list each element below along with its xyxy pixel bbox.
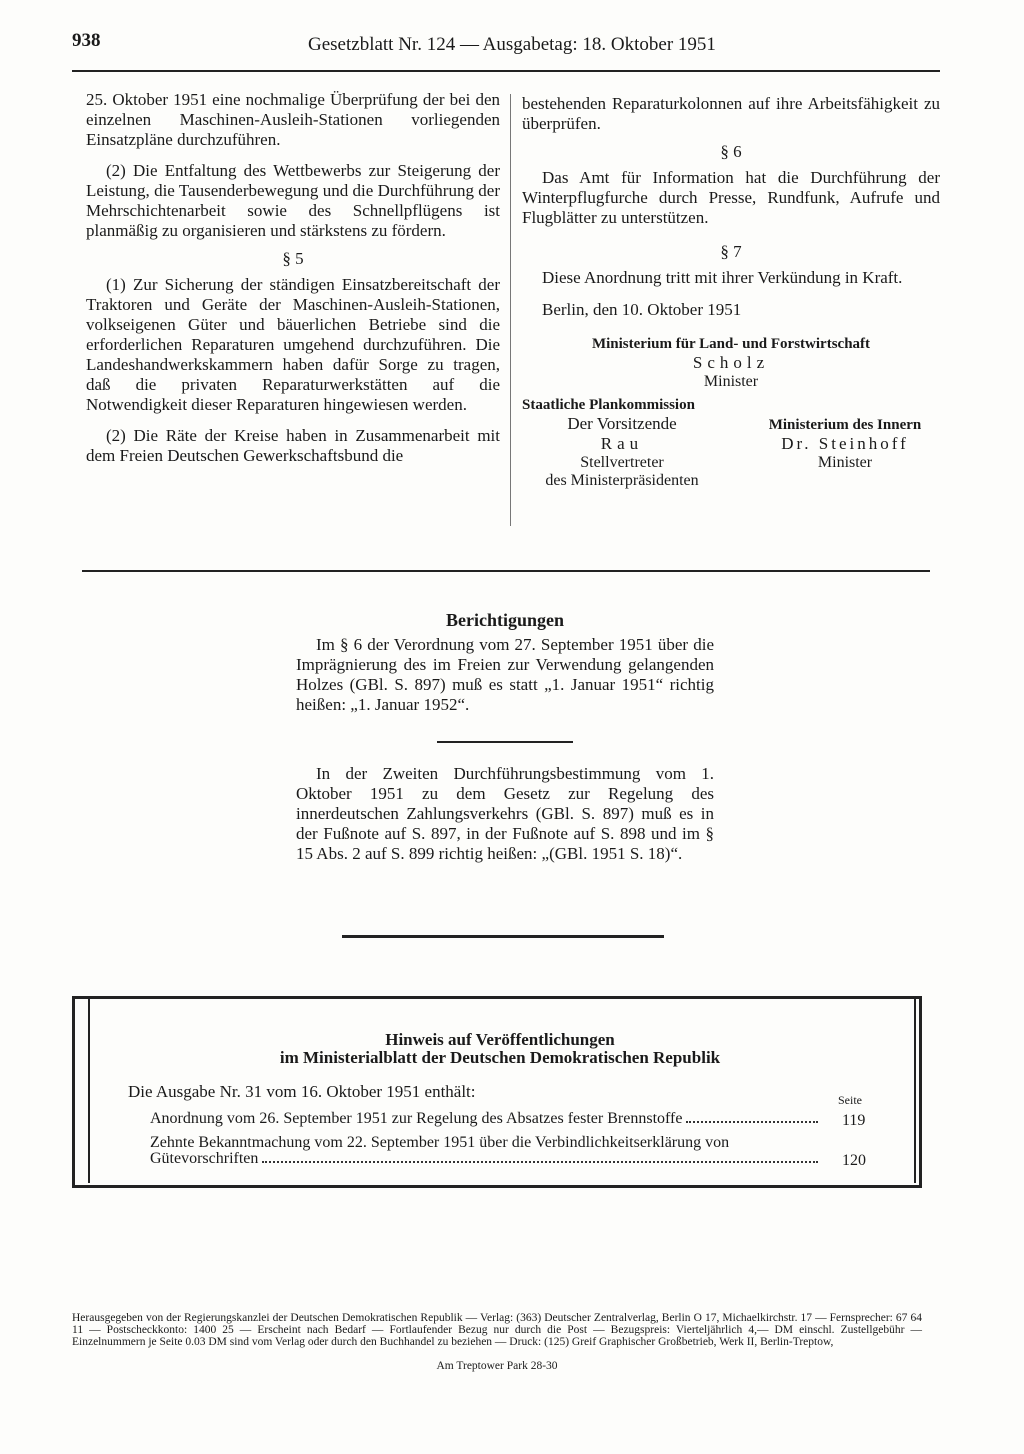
notice-intro: Die Ausgabe Nr. 31 vom 16. Oktober 1951 enthält:	[128, 1082, 476, 1101]
signature-plan-commission	[522, 397, 722, 490]
correction-1: Im § 6 der Verordnung vom 27. September 1951 über die Imprägnierung des im Freien zur Verwendung gelangenden Holzes (GBl. S. 897) muß es statt „1. Januar 1951“ richtig heißen: „1. Januar 1952“.	[296, 635, 714, 714]
page-number: 938	[72, 30, 101, 51]
correction-2: In der Zweiten Durchführungsbestimmung vom 1. Oktober 1951 zu dem Gesetz zur Regelung des innerdeutschen Zahlungsverkehrs (GBl. S. 897) muß es in der Fußnote auf S. 897, in der Fußnote auf S. 898 und im § 15 Abs. 2 auf S. 899 richtig heißen: „(GBl. 1951 S. 18)“.	[296, 764, 714, 863]
signature-ministry-interior	[750, 417, 940, 490]
plan-commission-deputy-of: des Ministerpräsidenten	[545, 472, 699, 489]
left-paragraph-1: 25. Oktober 1951 eine nochmalige Überprüfung der bei den einzelnen Maschinen-Ausleih-Stationen vorliegenden Einsatzpläne durchzuführen.	[86, 90, 500, 149]
right-paragraph-2: Das Amt für Information hat die Durchführung der Winterpflugfurche durch Presse, Rundfunk, Aufrufe und Flugblätter zu unterstützen.	[522, 168, 940, 227]
corrections-end-rule	[342, 935, 664, 938]
section-separator	[82, 570, 930, 572]
right-column	[522, 94, 940, 490]
left-paragraph-4: (2) Die Räte der Kreise haben in Zusammenarbeit mit dem Freien Deutschen Gewerkschaftsbund die	[86, 426, 500, 465]
corrections-section-2	[296, 764, 714, 864]
ministry-interior-signatory: Dr. Steinhoff	[781, 434, 909, 453]
notice-page-column-label: Seite	[838, 1093, 862, 1107]
section-7-heading: § 7	[720, 242, 742, 261]
notice-box-inner-left-rule	[88, 999, 90, 1183]
place-date: Berlin, den 10. Oktober 1951	[542, 300, 742, 319]
notice-entry-2	[150, 1150, 822, 1168]
notice-box-inner-right-rule	[914, 999, 916, 1183]
notice-entry-1	[150, 1110, 822, 1128]
left-column	[86, 90, 500, 466]
plan-commission-role: Der Vorsitzende	[567, 414, 677, 433]
ministry-agriculture-role: Minister	[703, 373, 759, 390]
left-paragraph-3: (1) Zur Sicherung der ständigen Einsatzbereitschaft der Traktoren und Geräte der Maschinen-Ausleih-Stationen, volkseigenen Güter und bäuerlichen Betriebe sind die erforderlichen Reparaturen umgehend durchzuführen. Die Landeshandwerkskammern haben dafür Sorge zu tragen, daß die privaten Reparaturwerkstätten auf die Notwendigkeit dieser Reparaturen hingewiesen werden.	[86, 275, 500, 414]
ministry-interior-role: Minister	[817, 454, 873, 471]
plan-commission-heading: Staatliche Plankommission	[522, 397, 695, 413]
signature-row	[522, 397, 940, 490]
section-5-heading: § 5	[282, 249, 304, 268]
page-header-title: Gesetzblatt Nr. 124 — Ausgabetag: 18. Oktober 1951	[308, 34, 716, 55]
corrections-title: Berichtigungen	[445, 610, 564, 630]
ministry-agriculture-heading: Ministerium für Land- und Forstwirtschaft	[591, 336, 871, 352]
notice-entry-2-line-2: Gütevorschriften	[150, 1150, 259, 1167]
signature-ministry-agriculture	[522, 336, 940, 391]
plan-commission-deputy: Stellvertreter	[580, 454, 664, 471]
notice-entry-1-text: Anordnung vom 26. September 1951 zur Regelung des Absatzes fester Brennstoffe	[150, 1110, 683, 1127]
notice-subtitle: im Ministerialblatt der Deutschen Demokratischen Republik	[279, 1048, 721, 1067]
plan-commission-signatory: Rau	[600, 434, 644, 453]
dot-leader	[262, 1161, 818, 1163]
notice-entry-2-line-1: Zehnte Bekanntmachung vom 22. September 1951 über die Verbindlichkeitserklärung von	[150, 1134, 730, 1151]
notice-title: Hinweis auf Veröffentlichungen	[385, 1030, 615, 1049]
column-divider	[510, 94, 511, 526]
imprint-text: Herausgegeben von der Regierungskanzlei der Deutschen Demokratischen Republik — Verlag: (363) Deutscher Zentralverlag, Berlin O 17, Michaelkirchstr. 17 — Fernsprecher: 67 64 11 — Postscheckkonto: 1400 25 — Erscheint nach Bedarf — Fortlaufender Bezug nur durch die Post — Bezugspreis: Vierteljährlich 4,— DM einschl. Zustellgebühr — Einzelnummern je Seite 0.03 DM sind vom Verlag oder durch den Buchhandel zu beziehen — Druck: (125) Greif Graphischer Großbetrieb, Werk II, Berlin-Treptow,	[72, 1312, 922, 1348]
corrections-divider	[437, 741, 573, 743]
imprint-address: Am Treptower Park 28-30	[436, 1360, 558, 1372]
section-6-heading: § 6	[720, 142, 742, 161]
header-rule	[72, 70, 940, 72]
right-paragraph-3: Diese Anordnung tritt mit ihrer Verkündung in Kraft.	[542, 268, 903, 287]
corrections-section	[296, 610, 714, 715]
notice-entry-2-page: 120	[842, 1152, 866, 1169]
left-paragraph-2: (2) Die Entfaltung des Wettbewerbs zur Steigerung der Leistung, die Tausenderbewegung und die Durchführung der Mehrschichtenarbeit sowie des Schnellpflügens ist planmäßig zu organisieren und stärkstens zu fördern.	[86, 161, 500, 240]
ministry-interior-heading: Ministerium des Innern	[768, 417, 922, 433]
dot-leader	[686, 1121, 818, 1123]
right-paragraph-1: bestehenden Reparaturkolonnen auf ihre Arbeitsfähigkeit zu überprüfen.	[522, 94, 940, 133]
notice-entry-1-page: 119	[842, 1112, 866, 1129]
ministry-agriculture-signatory: Scholz	[692, 353, 770, 372]
